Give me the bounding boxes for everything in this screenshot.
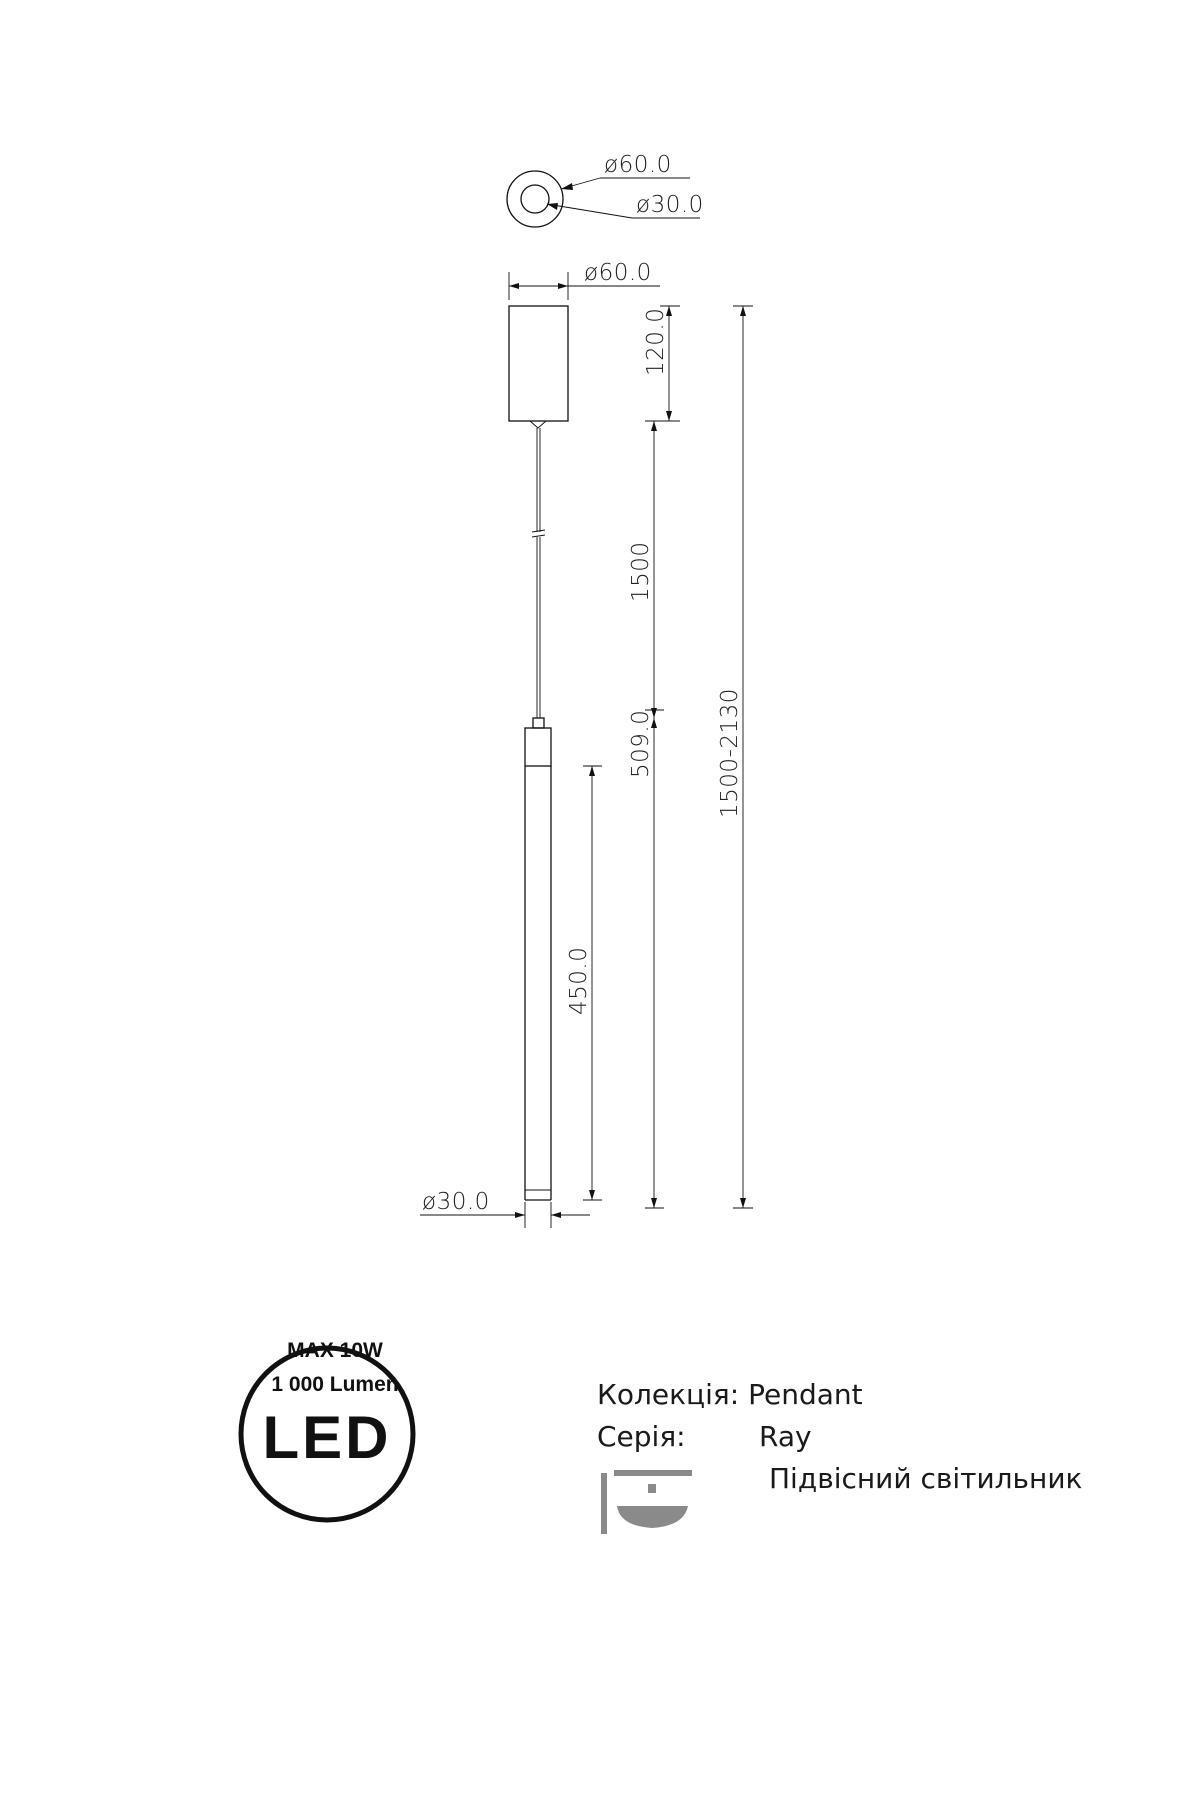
collection-label: Колекція: [597,1378,740,1411]
series-value: Ray [759,1420,812,1453]
pendant-body [525,718,551,1200]
dim-total-height: 1500-2130 [717,688,743,818]
dim-total [717,306,753,1208]
bottom-diameter-dim [420,1189,590,1228]
collection-row [597,1378,863,1411]
dim-body-diameter: ø30.0 [422,1189,490,1215]
dim-light-length: 450.0 [566,946,592,1015]
led-power: MAX 10W [287,1339,383,1362]
dim-canopy-width: ø60.0 [584,260,652,286]
outer-circle [507,171,563,227]
dim-body-length: 509.0 [628,709,654,778]
series-label: Серія: [597,1420,686,1453]
inner-circle [521,185,549,213]
canopy [509,260,660,428]
dim-509 [628,710,664,1208]
dim-canopy-height: 120.0 [643,307,669,376]
cable [532,428,545,718]
dim-1500 [628,421,664,718]
dim-450 [566,766,602,1200]
dim-top-inner: ø30.0 [636,192,704,218]
dim-120 [643,306,680,421]
dim-top-outer: ø60.0 [604,152,672,178]
canopy-body [509,306,568,421]
led-label: LED [262,1404,392,1471]
pendant-lamp-icon [604,1473,692,1534]
type-value: Підвісний світильник [769,1462,1083,1495]
led-lumen: 1 000 Lumen [271,1373,399,1396]
led-specs [220,1334,450,1402]
dim-cable-length: 1500 [628,541,654,602]
collection-value: Pendant [748,1378,863,1411]
top-view [507,152,704,227]
